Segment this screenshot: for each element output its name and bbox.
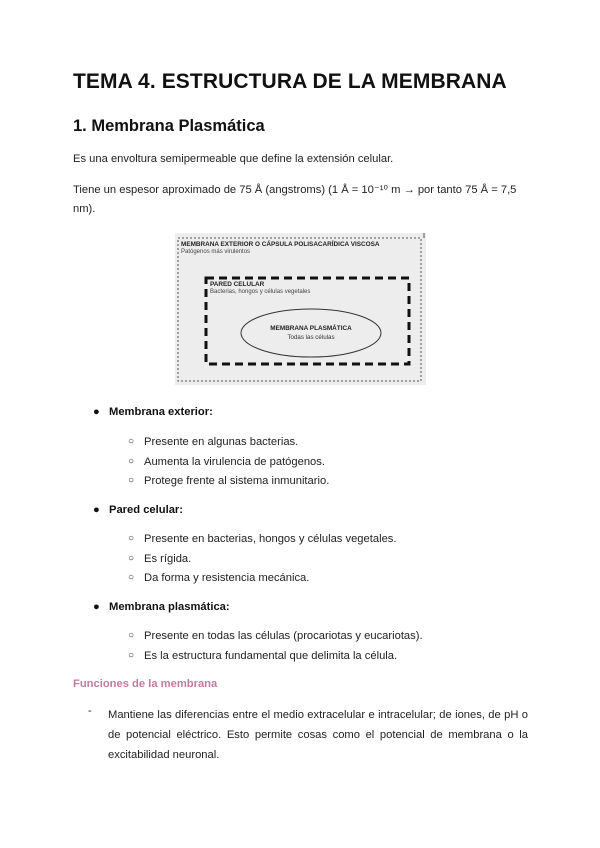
outer-membrane-label: MEMBRANA EXTERIOR O CÁPSULA POLISACARÍDICA VISCOSA [181, 241, 380, 248]
plasma-membrane-label: MEMBRANA PLASMÁTICA [270, 325, 352, 332]
circle-bullet-icon: ○ [128, 533, 135, 544]
dash-bullet: - [88, 705, 92, 717]
cell-wall-label: PARED CELULAR [210, 281, 265, 288]
intro-paragraph: Es una envoltura semipermeable que define la extensión celular. [73, 153, 394, 165]
membrane-diagram-shapes [175, 233, 426, 385]
circle-bullet-icon: ○ [128, 475, 135, 486]
circle-bullet-icon: ○ [128, 572, 135, 583]
page-title: TEMA 4. ESTRUCTURA DE LA MEMBRANA [73, 70, 507, 93]
functions-heading: Funciones de la membrana [73, 678, 218, 690]
thickness-line-1: Tiene un espesor aproximado de 75 Å (angstroms) (1 Å = 10⁻¹⁰ m → por tanto 75 Å = 7,5 [73, 184, 517, 196]
thickness-line-2: nm). [73, 203, 96, 215]
circle-bullet-icon: ○ [128, 630, 135, 641]
outer-membrane-sublabel: Patógenos más virulentos [181, 249, 251, 255]
cell-wall-sublabel: Bacterias, hongos y células vegetales [210, 289, 311, 295]
circle-bullet-icon: ○ [128, 650, 135, 661]
membrane-diagram [175, 233, 426, 385]
circle-bullet-icon: ○ [128, 436, 135, 447]
functions-item-text: Mantiene las diferencias entre el medio extracelular e intracelular; de iones, de pH o de potencial eléctrico. Esto permite cosas como el potencial de membrana o la excitabilidad neuronal. [108, 709, 528, 761]
bullet-dot-icon: ● [93, 601, 100, 613]
bullet-dot-icon: ● [93, 504, 100, 516]
circle-bullet-icon: ○ [128, 553, 135, 564]
plasma-membrane-sublabel: Todas las células [287, 334, 335, 341]
section-heading: 1. Membrana Plasmática [73, 117, 265, 135]
circle-bullet-icon: ○ [128, 456, 135, 467]
bullet-label: Membrana exterior: [109, 406, 213, 418]
document-page: TEMA 4. ESTRUCTURA DE LA MEMBRANA 1. Membrana Plasmática Es una envoltura semipermeable que define la extensión celular. Tiene un espesor aproximado de 75 Å (angstroms) (1 Å = 10⁻¹⁰ m → por tanto 75 Å = 7,5 nm). MEMBRANA EXTERIOR O CÁPSULA POLISACARÍDICA VISCOSA Patógenos más virulentos PARED CELULAR Bacterias, hongos y células vegetales MEMBRANA PLASMÁTICA Todas las células ● Membrana exterior: ○ Presente en algunas bacterias. ○ Aumenta la virulencia de patógenos. ○ Protege frente al sistema inmunitario. ● Pared celular: ○ Presente en bacterias, hongos y células vegetales. ○ Es rígida. ○ Da forma y resistencia mecánica. ● Membrana plasmática: ○ Presente en todas las células (procariotas y eucariotas). ○ Es la estructura fundamental que delimita la célula. Funciones de la membrana - Mantiene las diferencias entre el medio extracelular e intracelular; de iones, de pH o de potencial eléctrico. Esto permite cosas como el potencial de membrana o la excitabilidad neuronal. [0, 0, 600, 848]
bullet-dot-icon: ● [93, 406, 100, 418]
bullet-label: Pared celular: [109, 504, 183, 516]
thickness-paragraph [73, 181, 528, 219]
plasma-membrane-ellipse [241, 309, 381, 357]
bullet-label: Membrana plasmática: [109, 601, 230, 613]
